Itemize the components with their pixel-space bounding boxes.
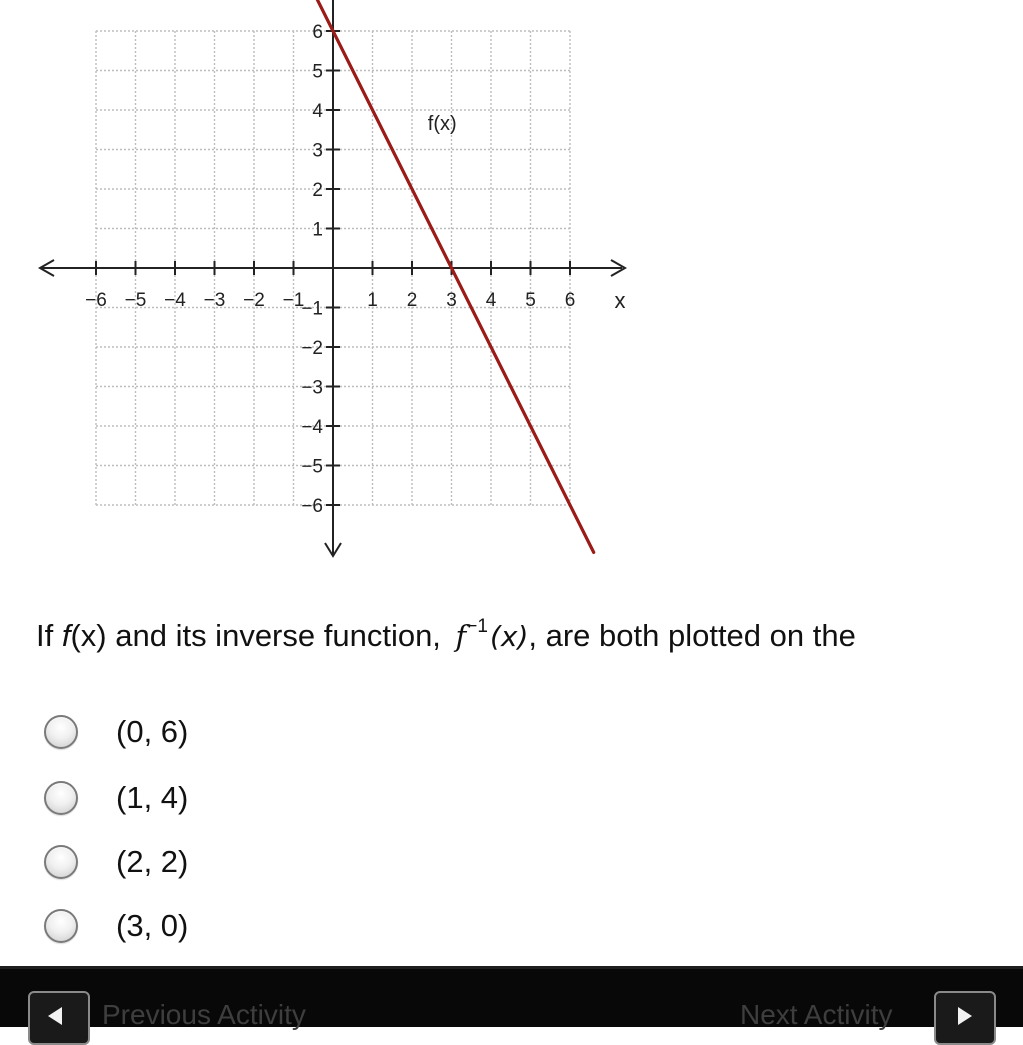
question-function-arg: (x) [70, 618, 107, 653]
y-tick-label: 1 [312, 219, 323, 241]
x-tick-label: 1 [367, 290, 378, 311]
y-tick-label: −5 [301, 456, 323, 478]
question-text [36, 616, 856, 654]
question-middle: and its inverse function, [106, 618, 450, 653]
x-tick-label: −6 [85, 290, 107, 311]
inverse-function-name: f [455, 619, 467, 653]
triangle-left-icon [48, 1007, 62, 1025]
x-tick-label: −4 [164, 290, 186, 311]
radio-empty-icon[interactable] [44, 909, 78, 943]
answer-option-label: (0, 6) [116, 714, 189, 749]
y-tick-label: −1 [301, 298, 323, 320]
triangle-right-icon [958, 1007, 972, 1025]
graph [0, 0, 660, 580]
answer-option-label: (3, 0) [116, 908, 189, 943]
question-suffix: , are both plotted on the [528, 618, 856, 653]
radio-empty-icon[interactable] [44, 715, 78, 749]
next-activity-link[interactable]: Next Activity [740, 999, 893, 1030]
previous-activity-button[interactable] [28, 991, 90, 1045]
y-tick-label: 4 [312, 101, 323, 122]
question-function-name: f [61, 618, 71, 653]
answer-option-c[interactable] [44, 840, 188, 884]
x-tick-label: −2 [243, 290, 265, 311]
previous-activity-link[interactable]: Previous Activity [102, 999, 306, 1030]
tick-labels [85, 22, 625, 517]
x-tick-label: 2 [406, 290, 418, 311]
answer-option-d[interactable] [44, 904, 188, 948]
x-axis-label: x [614, 288, 626, 313]
footer-nav-bar [0, 966, 1023, 1030]
x-tick-label: 4 [485, 290, 497, 311]
x-tick-label: −1 [282, 290, 305, 311]
answer-option-a[interactable] [44, 710, 188, 754]
y-tick-label: 3 [312, 140, 323, 162]
y-tick-label: −2 [301, 338, 323, 359]
y-tick-label: −6 [301, 496, 323, 517]
x-tick-label: 5 [525, 290, 536, 311]
y-tick-label: −3 [301, 377, 323, 399]
inverse-function-arg: (x) [489, 620, 529, 653]
function-label-f: f(x) [427, 112, 457, 135]
question-prefix: If [36, 618, 62, 653]
radio-empty-icon[interactable] [44, 845, 78, 879]
radio-empty-icon[interactable] [44, 781, 78, 815]
y-tick-label: 5 [312, 61, 323, 83]
y-tick-label: 6 [312, 22, 323, 43]
x-tick-label: −5 [124, 290, 147, 311]
x-tick-label: −3 [203, 290, 226, 311]
answer-option-b[interactable] [44, 776, 188, 820]
x-tick-label: 6 [564, 290, 576, 311]
graph-svg [0, 0, 660, 580]
y-tick-label: 2 [312, 180, 323, 201]
x-tick-label: 3 [446, 290, 457, 311]
series-layer [313, 0, 593, 552]
y-tick-label: −4 [301, 417, 323, 438]
function-line-f [313, 0, 593, 552]
answer-option-label: (1, 4) [116, 780, 189, 815]
next-activity-button[interactable] [934, 991, 996, 1045]
inverse-superscript: −1 [466, 616, 488, 637]
answer-option-label: (2, 2) [116, 844, 189, 879]
axes [40, 0, 625, 556]
